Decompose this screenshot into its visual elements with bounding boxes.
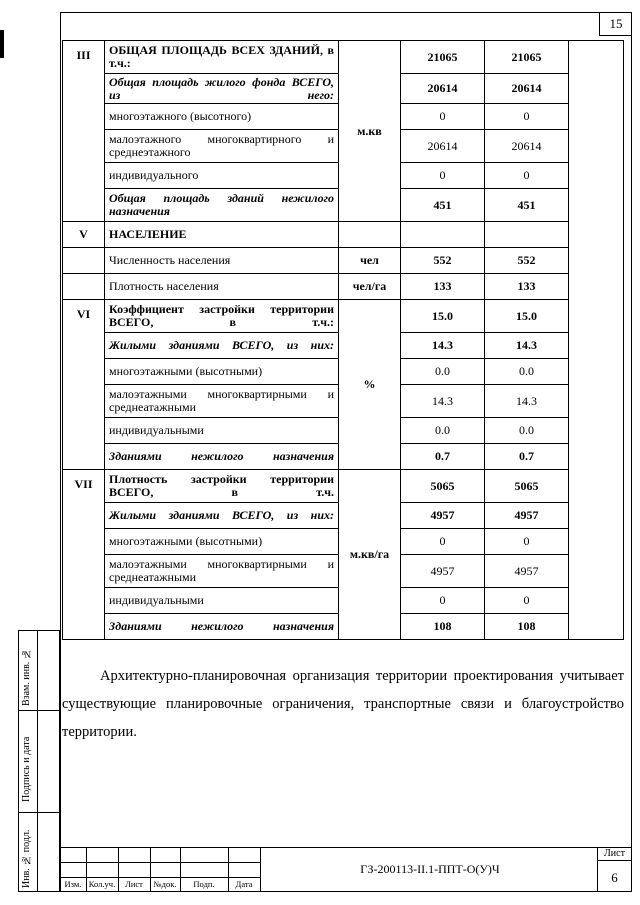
value-cell-v2: 0	[485, 104, 569, 130]
value-cell-v2: 0.0	[485, 359, 569, 385]
indicator-name	[105, 300, 339, 333]
value-cell-v2: 0	[485, 588, 569, 614]
title-block-top-line	[60, 847, 632, 848]
value-cell-v1: 20614	[401, 74, 485, 104]
table-row	[63, 130, 569, 163]
indicator-name-text: Численность населения	[109, 253, 231, 267]
value-cell-v1: 0	[401, 588, 485, 614]
table-row	[63, 359, 569, 385]
binding-mark	[0, 30, 4, 58]
value-cell-v1: 14.3	[401, 333, 485, 359]
indicator-name	[105, 614, 339, 640]
indicator-name-text: ОБЩАЯ ПЛОЩАДЬ ВСЕХ ЗДАНИЙ, в т.ч.:	[109, 43, 334, 70]
table-row	[63, 104, 569, 130]
unit-cell: чел/га	[339, 274, 401, 300]
value-cell-v2: 4957	[485, 503, 569, 529]
indicator-name	[105, 529, 339, 555]
indicator-name	[105, 163, 339, 189]
value-cell-v2	[485, 222, 569, 248]
value-cell-v1: 0.0	[401, 418, 485, 444]
indicator-name-text: Плотность населения	[109, 279, 219, 293]
section-number: III	[63, 41, 105, 222]
value-cell-v2: 0	[485, 529, 569, 555]
indicator-name-text: Жилыми зданиями ВСЕГО, из них:	[109, 338, 334, 352]
value-cell-v1: 0.7	[401, 444, 485, 470]
indicator-name	[105, 333, 339, 359]
label-kol-uch: Кол.уч.	[88, 879, 116, 889]
value-cell-v1: 20614	[401, 130, 485, 163]
table-row	[63, 614, 569, 640]
indicator-name-text: многоэтажными (высотными)	[109, 534, 263, 548]
indicator-name	[105, 503, 339, 529]
body-paragraph-text: Архитектурно-планировочная организация территории проектирования учитывает существующие планировочные ограничения, транспортные связи и благоустройство территории.	[62, 668, 624, 740]
value-cell-v2: 21065	[485, 41, 569, 74]
side-stamp-line	[18, 812, 60, 813]
value-cell-v2: 0.7	[485, 444, 569, 470]
table-row	[63, 470, 569, 503]
indicator-name-text: Зданиями нежилого назначения	[109, 619, 334, 633]
value-cell-v1: 4957	[401, 555, 485, 588]
section-number: VII	[63, 470, 105, 640]
table-row	[63, 503, 569, 529]
value-cell-v1: 451	[401, 189, 485, 222]
sheet-number: 6	[611, 870, 618, 885]
indicator-name-text: НАСЕЛЕНИЕ	[109, 227, 187, 241]
unit-cell: %	[339, 300, 401, 470]
label-podp: Подп.	[193, 879, 215, 889]
corner-page-number: 15	[599, 12, 632, 36]
table-extra-column	[568, 40, 624, 640]
value-cell-v2: 14.3	[485, 385, 569, 418]
label-ndok: №док.	[153, 879, 177, 889]
value-cell-v2: 0.0	[485, 418, 569, 444]
section-number: V	[63, 222, 105, 248]
indicator-name-text: индивидуального	[109, 168, 199, 182]
title-block-sheet-line	[597, 860, 632, 861]
indicator-name	[105, 470, 339, 503]
value-cell-v1: 0	[401, 529, 485, 555]
value-cell-v2: 20614	[485, 130, 569, 163]
table-row	[63, 74, 569, 104]
indicator-name	[105, 189, 339, 222]
indicator-name	[105, 41, 339, 74]
indicators-table-body	[63, 41, 569, 640]
table-row	[63, 333, 569, 359]
vzam-inv-label: Взам. инв. №	[21, 648, 32, 706]
table-row	[63, 300, 569, 333]
indicator-name	[105, 74, 339, 104]
table-row	[63, 163, 569, 189]
value-cell-v2: 5065	[485, 470, 569, 503]
value-cell-v2: 20614	[485, 74, 569, 104]
value-cell-v1: 133	[401, 274, 485, 300]
indicator-name-text: малоэтажного многоквартирного и среднеэтажного	[109, 132, 334, 159]
section-number	[63, 248, 105, 274]
indicator-name	[105, 444, 339, 470]
value-cell-v1: 14.3	[401, 385, 485, 418]
section-number: VI	[63, 300, 105, 470]
indicator-name	[105, 418, 339, 444]
label-list: Лист	[125, 879, 143, 889]
indicator-name-text: Плотность застройки территории ВСЕГО, в т.ч.	[109, 472, 334, 499]
table-row	[63, 588, 569, 614]
side-stamp-divider	[37, 630, 38, 892]
indicator-name-text: Коэффициент застройки территории ВСЕГО, в т.ч.:	[109, 302, 334, 329]
value-cell-v1: 552	[401, 248, 485, 274]
value-cell-v1: 0	[401, 104, 485, 130]
indicator-name	[105, 385, 339, 418]
unit-cell	[339, 222, 401, 248]
table-row	[63, 248, 569, 274]
value-cell-v1: 5065	[401, 470, 485, 503]
signature-date-label: Подпись и дата	[21, 736, 32, 802]
inv-podl-label: Инв. № подл.	[21, 829, 32, 888]
table-row	[63, 274, 569, 300]
value-cell-v2: 14.3	[485, 333, 569, 359]
value-cell-v2: 0	[485, 163, 569, 189]
title-block-col-line	[260, 847, 261, 892]
table-row	[63, 444, 569, 470]
title-block-row-line	[60, 862, 260, 863]
value-cell-v2: 133	[485, 274, 569, 300]
indicator-name-text: индивидуальными	[109, 423, 204, 437]
body-paragraph	[62, 662, 624, 746]
document-id: ГЗ-200113-II.1-ППТ-О(У)Ч	[360, 862, 500, 876]
side-stamp-line	[18, 710, 60, 711]
indicator-name	[105, 104, 339, 130]
indicator-name-text: Общая площадь жилого фонда ВСЕГО, из него:	[109, 74, 334, 102]
value-cell-v1: 4957	[401, 503, 485, 529]
indicator-name	[105, 130, 339, 163]
value-cell-v2: 552	[485, 248, 569, 274]
value-cell-v2: 15.0	[485, 300, 569, 333]
table-row	[63, 529, 569, 555]
value-cell-v1: 0	[401, 163, 485, 189]
unit-cell: м.кв/га	[339, 470, 401, 640]
value-cell-v2: 451	[485, 189, 569, 222]
value-cell-v1: 0.0	[401, 359, 485, 385]
indicator-name	[105, 555, 339, 588]
value-cell-v1: 108	[401, 614, 485, 640]
value-cell-v2: 4957	[485, 555, 569, 588]
table-row	[63, 222, 569, 248]
value-cell-v1: 15.0	[401, 300, 485, 333]
indicator-name	[105, 274, 339, 300]
value-cell-v1: 21065	[401, 41, 485, 74]
indicator-name-text: многоэтажными (высотными)	[109, 364, 263, 378]
unit-cell: м.кв	[339, 41, 401, 222]
indicator-name-text: Жилыми зданиями ВСЕГО, из них:	[109, 508, 334, 522]
label-izm: Изм.	[64, 879, 82, 889]
table-row	[63, 385, 569, 418]
sheet-label: Лист	[604, 848, 625, 859]
indicators-table	[62, 40, 569, 640]
indicator-name-text: малоэтажными многоквартирными и среднеатажными	[109, 557, 334, 584]
table-row	[63, 189, 569, 222]
value-cell-v2: 108	[485, 614, 569, 640]
indicator-name-text: многоэтажного (высотного)	[109, 109, 252, 123]
table-row	[63, 418, 569, 444]
indicator-name-text: малоэтажными многоквартирными и среднеатажными	[109, 387, 334, 414]
table-row	[63, 41, 569, 74]
indicator-name-text: индивидуальными	[109, 593, 204, 607]
indicator-name	[105, 359, 339, 385]
indicator-name	[105, 222, 339, 248]
indicator-name	[105, 588, 339, 614]
title-block-row-line	[60, 877, 260, 878]
indicator-name	[105, 248, 339, 274]
value-cell-v1	[401, 222, 485, 248]
unit-cell: чел	[339, 248, 401, 274]
table-row	[63, 555, 569, 588]
indicator-name-text: Зданиями нежилого назначения	[109, 449, 334, 463]
section-number	[63, 274, 105, 300]
indicator-name-text: Общая площадь зданий нежилого назначения	[109, 191, 334, 218]
label-data: Дата	[235, 879, 253, 889]
